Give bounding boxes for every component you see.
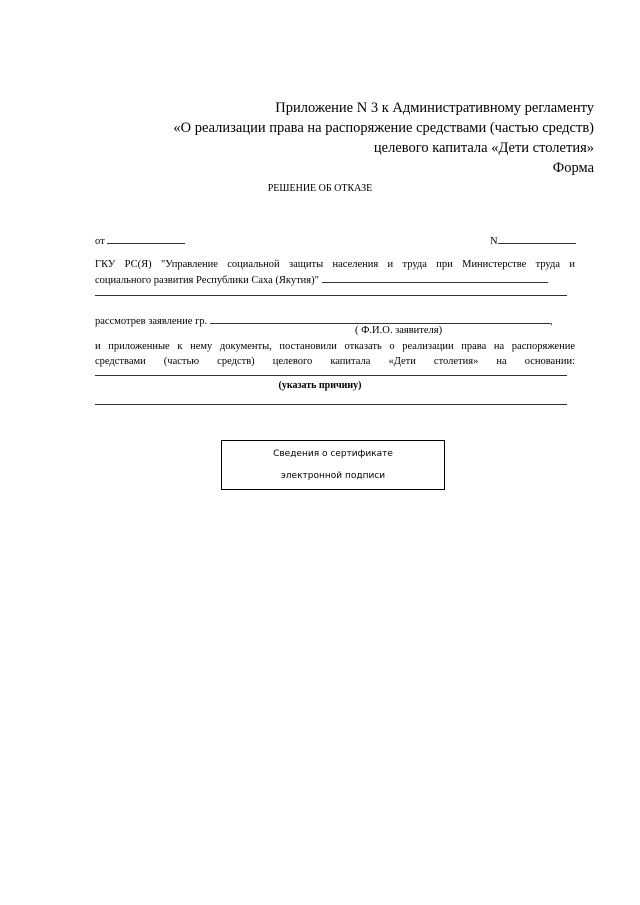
appendix-header-line1: Приложение N 3 к Административному регламенту [275,100,594,116]
document-title: РЕШЕНИЕ ОБ ОТКАЗЕ [267,183,373,194]
review-row [95,314,553,327]
appendix-header-line3: целевого капитала «Дети столетия» [373,140,594,156]
review-comma: , [549,316,553,327]
decision-line2: средствами (частью средств) целевого капитала «Дети столетия» на основании: [95,356,575,367]
org-line2-row [95,273,548,289]
applicant-name-field[interactable] [210,314,550,324]
signature-box-line2: электронной подписи [280,471,386,481]
reason-continuation-line[interactable] [95,404,567,405]
signature-certificate-box [221,440,445,490]
applicant-fio-hint: ( Ф.И.О. заявителя) [355,325,443,336]
org-line2: социального развития Республики Саха (Якутия)" [95,275,319,286]
signature-box-line1: Сведения о сертификате [273,449,393,459]
org-line1: ГКУ РС(Я) "Управление социальной защиты населения и труда при Министерстве труда и [95,259,575,270]
form-label: Форма [552,160,594,176]
reason-line[interactable] [95,375,567,376]
number-field[interactable] [498,234,576,244]
date-field[interactable] [107,234,185,244]
decision-line1: и приложенные к нему документы, постановили отказать о реализации права на распоряжение [95,341,575,352]
review-label: рассмотрев заявление гр. [95,316,208,327]
org-continuation-line [95,295,567,296]
reason-hint: (указать причину) [278,380,362,391]
number-row [490,234,576,247]
number-label: N [490,236,498,247]
appendix-header-line2: «О реализации права на распоряжение средствами (частью средств) [173,120,594,136]
org-name-field[interactable] [322,273,548,283]
date-label: от [95,236,105,247]
date-row [95,234,185,247]
